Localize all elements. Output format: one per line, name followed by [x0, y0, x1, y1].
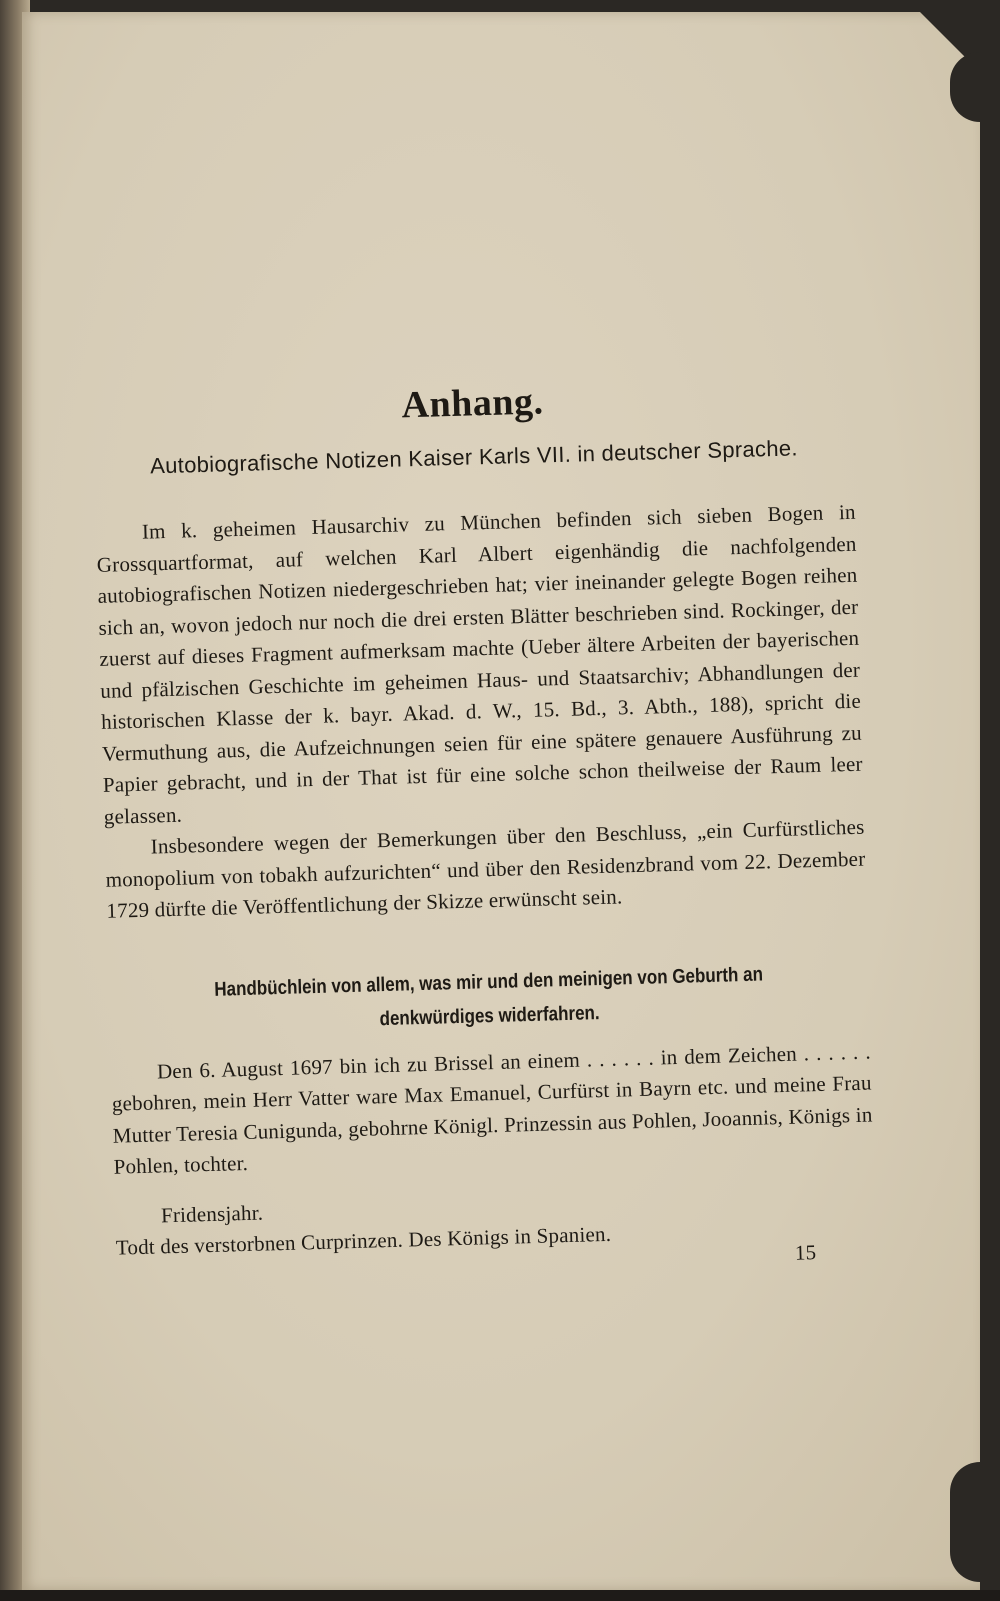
page-content [92, 371, 877, 1288]
scan-bottom-bar [0, 1590, 1000, 1601]
section-text [111, 1036, 876, 1264]
page-tab-notch-bottom [950, 1462, 980, 1582]
page-title: Anhang. [400, 380, 544, 427]
line-fridensjahr: Fridensjahr. [160, 1200, 264, 1227]
page-tab-notch-top [950, 52, 980, 122]
intro-text [96, 497, 867, 928]
section-paragraph: Den 6. August 1697 bin ich zu Brissel an einem . . . . . . in dem Zeichen . . . . . . gebohren, mein Herr Vatter ware Max Emanuel, Curfürst in Bayrn etc. und meine Frau Mutter Teresia Cunigunda, gebohrne Königl. Prinzessin aus Pohlen, Jooannis, Königs in Pohlen, tochter. [111, 1039, 873, 1179]
page-subtitle: Autobiografische Notizen Kaiser Karls VII. in deutscher Sprache. [149, 435, 799, 479]
section-heading: Handbüchlein von allem, was mir und den meinigen von Geburth an denkwürdiges widerfahren. [214, 962, 764, 1030]
intro-paragraph-2: Insbesondere wegen der Bemerkungen über den Beschluss, „ein Curfürstliches monopolium von tobakh aufzurichten“ und über den Residenzbrand vom 22. Dezember 1729 dürfte die Veröffentlichung der Skizze erwünscht sein. [105, 814, 866, 923]
book-page [22, 12, 980, 1590]
line-last-text: Todt des verstorbnen Curprinzen. Des Königs in Spanien. [115, 1221, 612, 1260]
page-number: 15 [794, 1239, 817, 1265]
intro-paragraph-1: Im k. geheimen Hausarchiv zu München befinden sich sieben Bogen in Grossquartformat, auf welchen Karl Albert eigenhändig die nachfolgenden autobiografischen Notizen niedergeschrieben hat; vier ineinander gelegte Bogen reihen sich an, wovon jedoch nur noch die drei ersten Blätter beschrieben sind. Rockinger, der zuerst auf dieses Fragment aufmerksam machte (Ueber ältere Arbeiten der bayerischen und pfälzischen Geschichte im geheimen Haus- und Staatsarchiv; Abhandlungen der historischen Klasse der k. bayr. Akad. d. W., 15. Bd., 3. Abth., 188), spricht die Vermuthung aus, die Aufzeichnungen seien für eine spätere genauere Ausführung zu Papier gebracht, und in der That ist für eine solche schon theilweise der Raum leer gelassen. [96, 499, 864, 829]
